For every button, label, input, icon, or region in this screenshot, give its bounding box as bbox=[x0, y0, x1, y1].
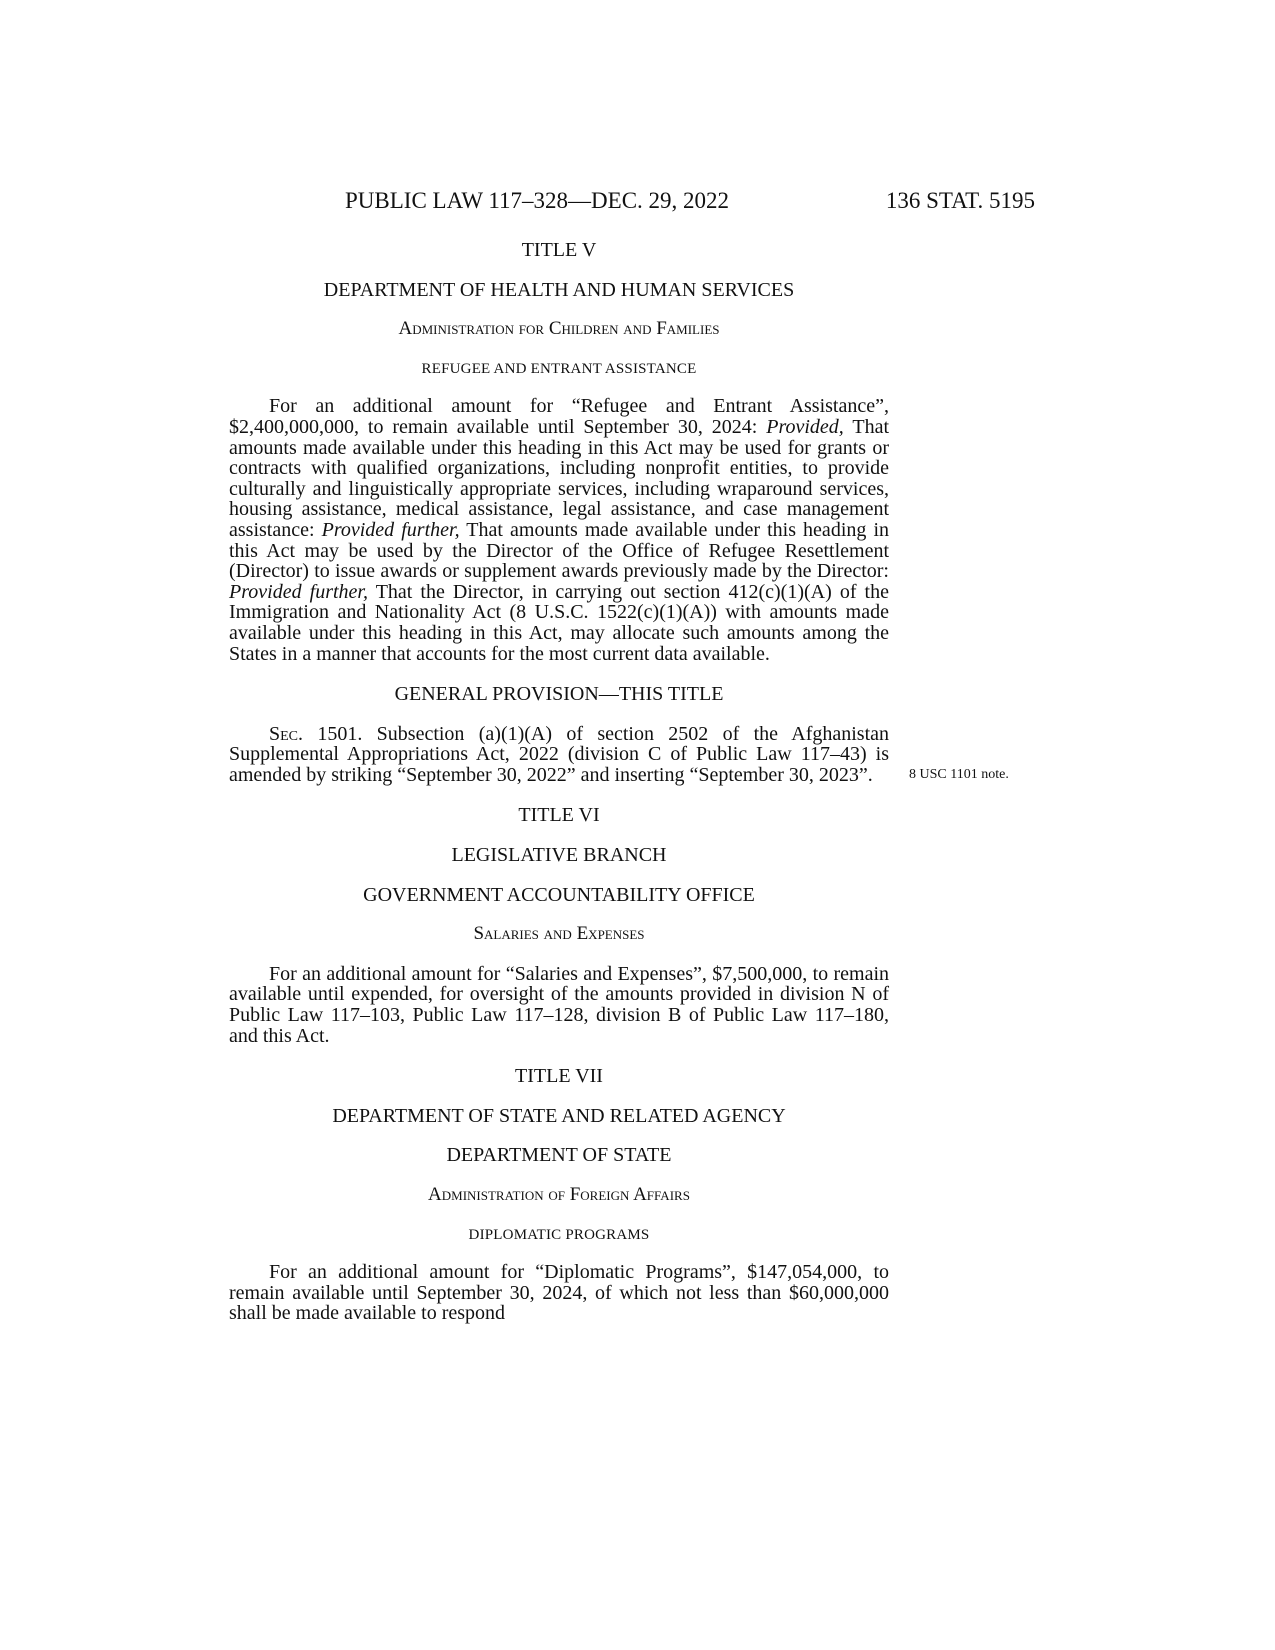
running-head-citation: PUBLIC LAW 117–328—DEC. 29, 2022 bbox=[345, 188, 730, 213]
usc-margin-note: 8 USC 1101 note. bbox=[909, 766, 1009, 782]
diplomatic-programs-heading: DIPLOMATIC PROGRAMS bbox=[468, 1226, 650, 1243]
refugee-text-2: That amounts made available under this heading in this Act may be used for grants or contracts with qualified organizations, including nonprofit entities, to provide culturally and linguistically appropriate services, including wraparound services, housing assistance, medical assistance, legal assistance, and case management assistance: bbox=[229, 415, 890, 541]
foreign-affairs-agency-heading: Administration of Foreign Affairs bbox=[428, 1184, 690, 1205]
refugee-text-4: That the Director, in carrying out section 412(c)(1)(A) of the Immigration and Nationality Act (8 U.S.C. 1522(c)(1)(A)) with amounts made available under this heading in this Act, may allocate such amounts among the States in a manner that accounts for the most current data available. bbox=[229, 580, 889, 665]
refugee-account-heading: REFUGEE AND ENTRANT ASSISTANCE bbox=[421, 360, 697, 377]
general-provision-heading: GENERAL PROVISION—THIS TITLE bbox=[394, 683, 724, 706]
running-head-stat-page: 136 STAT. 5195 bbox=[885, 188, 1035, 213]
title-vii-heading: TITLE VII bbox=[515, 1065, 603, 1088]
refugee-text-1: For an additional amount for “Refugee and Entrant Assistance”, $2,400,000,000, to remain available until September 30, 2024: bbox=[229, 395, 889, 438]
refugee-assistance-paragraph bbox=[229, 396, 889, 664]
section-label: Sec. 1501. bbox=[269, 722, 363, 745]
salaries-account-heading: Salaries and Expenses bbox=[473, 923, 645, 945]
department-of-state-heading: DEPARTMENT OF STATE bbox=[446, 1144, 672, 1167]
proviso-3: Provided further, bbox=[229, 580, 368, 603]
hhs-department-heading: DEPARTMENT OF HEALTH AND HUMAN SERVICES bbox=[323, 278, 795, 301]
acf-agency-heading: Administration for Children and Families bbox=[398, 318, 720, 340]
state-related-agency-heading: DEPARTMENT OF STATE AND RELATED AGENCY bbox=[332, 1104, 786, 1127]
section-1501-block bbox=[229, 722, 1009, 786]
legislative-branch-heading: LEGISLATIVE BRANCH bbox=[451, 844, 667, 867]
gao-salaries-paragraph: For an additional amount for “Salaries and Expenses”, $7,500,000, to remain available until expended, for oversight of the amounts provided in division N of Public Law 117–103, Public Law 117–128, division B of Public Law 117–180, and this Act. bbox=[229, 962, 889, 1047]
title-v-heading: TITLE V bbox=[521, 239, 597, 261]
body-column bbox=[229, 239, 1009, 1344]
proviso-2: Provided further, bbox=[321, 518, 460, 541]
diplomatic-programs-paragraph: For an additional amount for “Diplomatic Programs”, $147,054,000, to remain available until September 30, 2024, of which not less than $60,000,000 shall be made available to respond bbox=[229, 1261, 889, 1325]
refugee-text-3: That amounts made available under this heading in this Act may be used by the Director of the Office of Refugee Resettlement (Director) to issue awards or supplement awards previously made by the Director: bbox=[229, 518, 889, 583]
running-head bbox=[345, 188, 1035, 218]
title-vi-heading: TITLE VI bbox=[518, 804, 600, 827]
gao-heading: GOVERNMENT ACCOUNTABILITY OFFICE bbox=[363, 883, 755, 906]
section-1501-paragraph bbox=[229, 724, 889, 786]
proviso-1: Provided, bbox=[766, 415, 844, 438]
section-1501-text: Subsection (a)(1)(A) of section 2502 of the Afghanistan Supplemental Appropriations Act, 2022 (division C of Public Law 117–43) is amended by striking “September 30, 2022” and inserting “September 30, 2023”. bbox=[229, 722, 890, 786]
